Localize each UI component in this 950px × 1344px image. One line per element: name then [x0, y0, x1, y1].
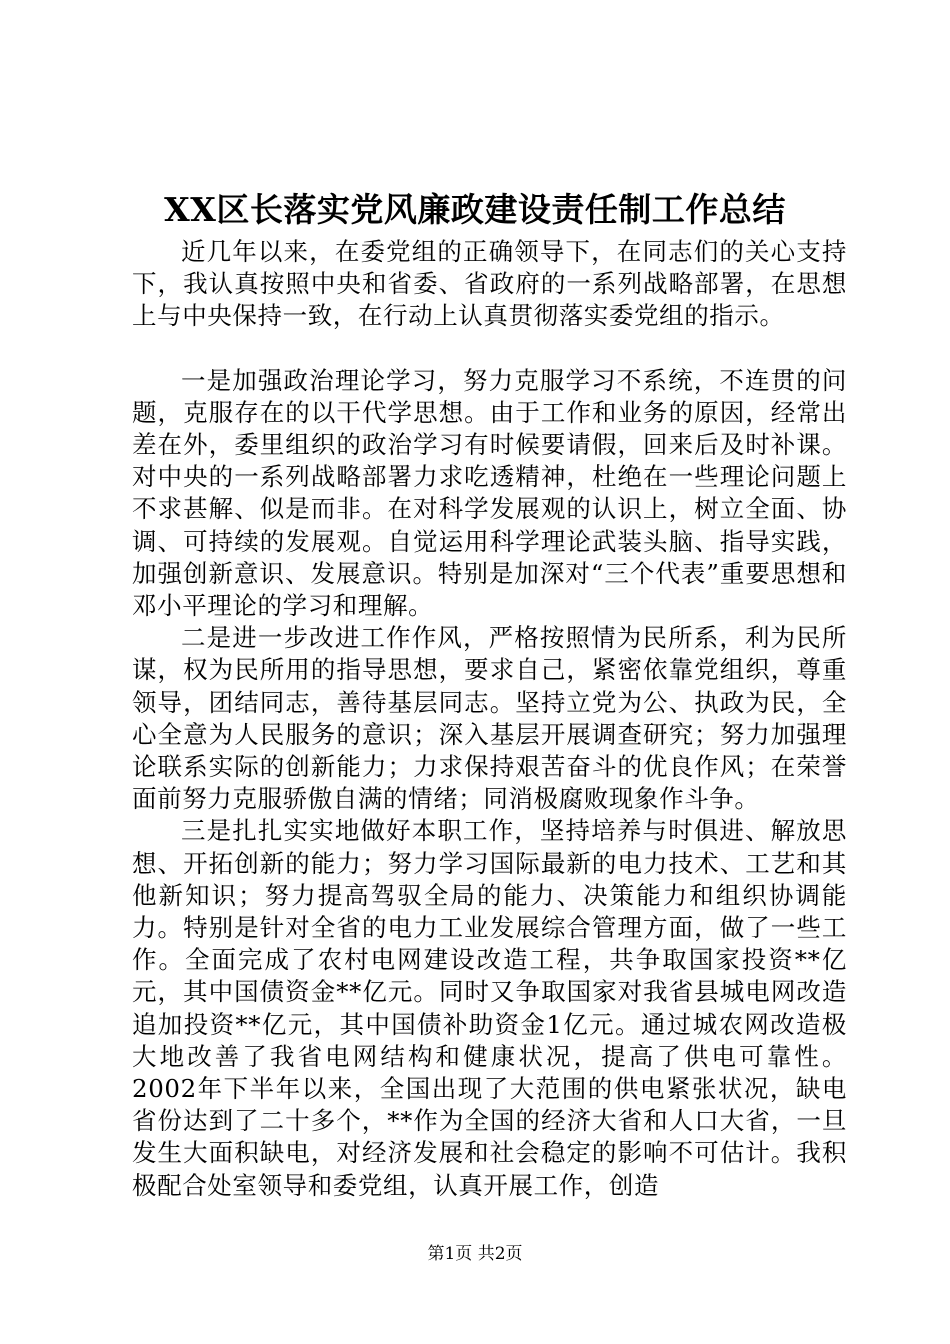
paragraph-2: 二是进一步改进工作作风，严格按照情为民所系，利为民所谋，权为民所用的指导思想，要求自己，紧密依靠党组织，尊重领导，团结同志，善待基层同志。坚持立党为公、执政为民，全心全意为人民服务的意识；深入基层开展调查研究；努力加强理论联系实际的创新能力；力求保持艰苦奋斗的优良作风；在荣誉面前努力克服骄傲自满的情绪；同消极腐败现象作斗争。 — [132, 623, 847, 814]
document-title: XX区长落实党风廉政建设责任制工作总结 — [164, 190, 786, 229]
paragraph-1: 一是加强政治理论学习，努力克服学习不系统，不连贯的问题，克服存在的以干代学思想。由于工作和业务的原因，经常出差在外，委里组织的政治学习有时候要请假，回来后及时补课。对中央的一系列战略部署力求吃透精神，杜绝在一些理论问题上不求甚解、似是而非。在对科学发展观的认识上，树立全面、协调、可持续的发展观。自觉运用科学理论武装头脑、指导实践，加强创新意识、发展意识。特别是加深对“三个代表”重要思想和邓小平理论的学习和理解。 — [132, 365, 847, 621]
page-footer: 第1页 共2页 — [427, 1244, 523, 1264]
paragraph-3: 三是扎扎实实地做好本职工作，坚持培养与时俱进、解放思想、开拓创新的能力；努力学习国际最新的电力技术、工艺和其他新知识；努力提高驾驭全局的能力、决策能力和组织协调能力。特别是针对全省的电力工业发展综合管理方面，做了一些工作。全面完成了农村电网建设改造工程，共争取国家投资**亿元，其中国债资金**亿元。同时又争取国家对我省县城电网改造追加投资**亿元，其中国债补助资金1亿元。通过城农网改造极大地改善了我省电网结构和健康状况，提高了供电可靠性。2002年下半年以来，全国出现了大范围的供电紧张状况，缺电省份达到了二十多个，**作为全国的经济大省和人口大省，一旦发生大面积缺电，对经济发展和社会稳定的影响不可估计。我积极配合处室领导和委党组，认真开展工作，创造 — [132, 816, 848, 1200]
paragraph-intro: 近几年以来，在委党组的正确领导下，在同志们的关心支持下，我认真按照中央和省委、省政府的一系列战略部署，在思想上与中央保持一致，在行动上认真贯彻落实委党组的指示。 — [132, 237, 847, 331]
document-body — [132, 236, 847, 1202]
